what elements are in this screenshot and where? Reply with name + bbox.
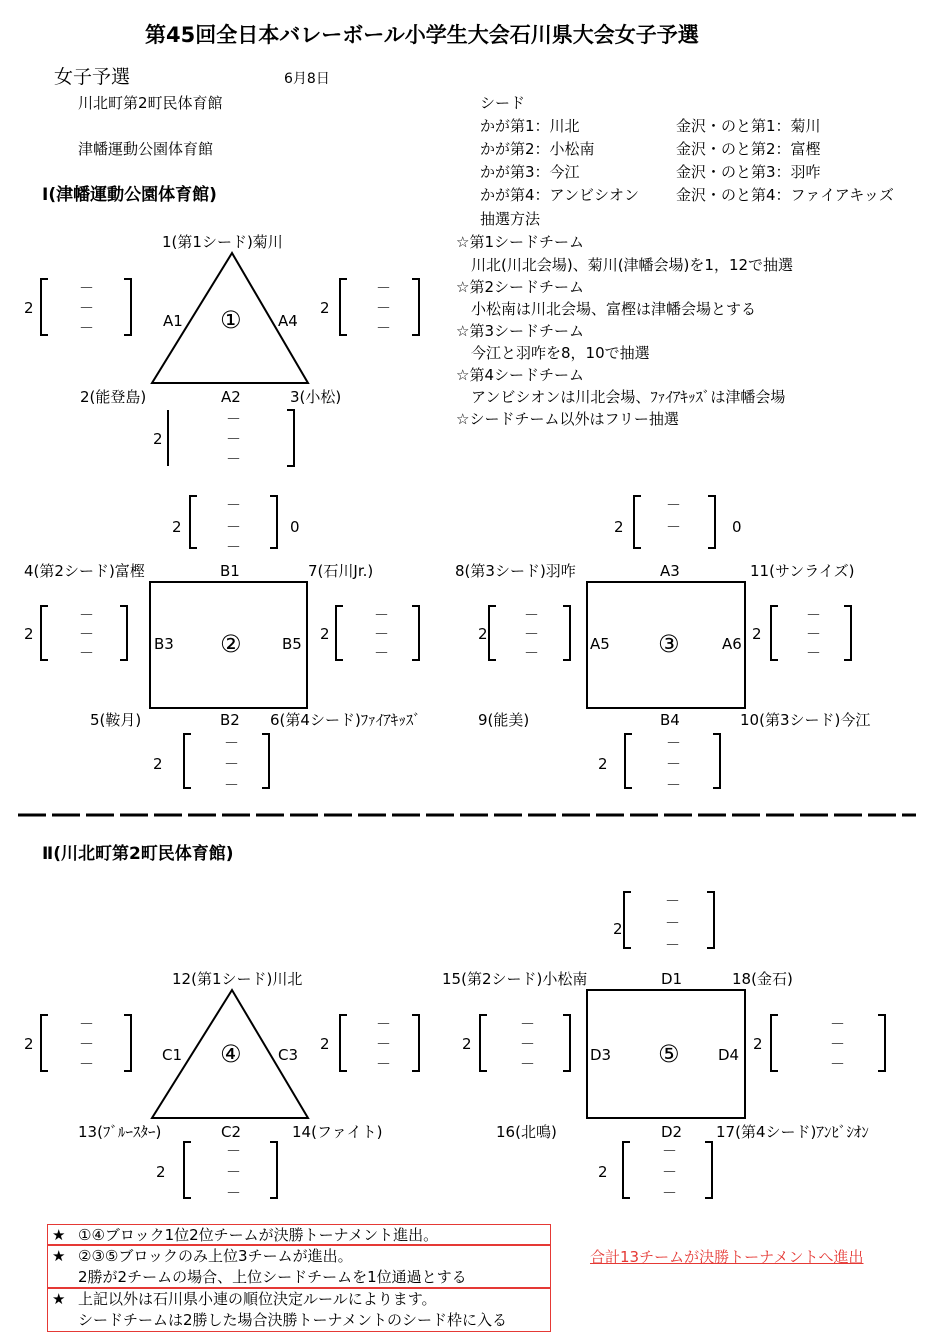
seed-left-2: かが第2：小松南 <box>480 140 595 158</box>
score-value: 2 <box>598 1163 608 1181</box>
b1-match-left: A1 <box>163 312 183 330</box>
note-star: ★ <box>52 1290 66 1308</box>
score-value: 2 <box>320 625 330 643</box>
score-dash: － <box>665 892 681 910</box>
score-value: 2 <box>598 755 608 773</box>
b3-match-left: A5 <box>590 635 610 653</box>
score-value: 2 <box>753 1035 763 1053</box>
score-dash: － <box>806 644 822 662</box>
score-dash: － <box>524 625 540 643</box>
score-dash: － <box>79 1035 95 1053</box>
score-value: 2 <box>172 518 182 536</box>
lottery-line: 川北(川北会場)、菊川(津幡会場)を1，12で抽選 <box>456 256 794 274</box>
b2-team-tr: 7(石川Jr.) <box>308 562 374 580</box>
b3-team-tr: 11(サンライズ) <box>750 562 855 580</box>
note-line: 2勝が2チームの場合、上位シードチームを1位通過とする <box>78 1268 467 1286</box>
score-dash: － <box>226 1184 242 1202</box>
b2-match-top: B1 <box>220 562 240 580</box>
header-date: 6月8日 <box>284 71 330 87</box>
score-dash: － <box>666 776 682 794</box>
score-dash: － <box>79 319 95 337</box>
score-dash: － <box>830 1055 846 1073</box>
total-teams-note: 合計13チームが決勝トーナメントへ進出 <box>590 1248 864 1266</box>
score-dash: － <box>374 625 390 643</box>
b3-match-bottom: B4 <box>660 711 680 729</box>
score-dash: － <box>226 496 242 514</box>
score-dash: － <box>79 644 95 662</box>
b4-team-top: 12(第1シード)川北 <box>172 970 303 988</box>
score-value: 2 <box>613 920 623 938</box>
score-dash: － <box>830 1015 846 1033</box>
seed-right-3: 金沢・のと第3：羽咋 <box>676 163 821 181</box>
b2-match-bottom: B2 <box>220 711 240 729</box>
seeds-heading: シード <box>480 94 526 112</box>
lottery-line: ☆第4シードチーム <box>456 366 584 384</box>
lottery-line: アンビシオンは川北会場、ﾌｧｲｱｷｯｽﾞは津幡会場 <box>456 388 786 406</box>
score-dash: － <box>662 1184 678 1202</box>
b5-team-br: 17(第4シード)ｱﾝﾋﾞｼｵﾝ <box>716 1123 869 1141</box>
note-star: ★ <box>52 1247 66 1265</box>
b3-team-bl: 9(能美) <box>478 711 530 729</box>
b4-team-br: 14(ファイト) <box>292 1123 383 1141</box>
score-value: 2 <box>156 1163 166 1181</box>
score-dash: － <box>666 734 682 752</box>
b2-match-left: B3 <box>154 635 174 653</box>
score-value: 2 <box>24 625 34 643</box>
score-dash: － <box>226 1163 242 1181</box>
score-dash: － <box>226 538 242 556</box>
b1-team-top: 1(第1シード)菊川 <box>162 233 283 251</box>
score-value: 2 <box>24 299 34 317</box>
b4-number: ④ <box>220 1040 242 1068</box>
b5-match-right: D4 <box>718 1046 740 1064</box>
section-1-heading: Ⅰ(津幡運動公園体育館) <box>42 185 217 205</box>
score-dash: － <box>376 279 392 297</box>
b1-team-br: 3(小松) <box>290 388 342 406</box>
score-value: 2 <box>153 755 163 773</box>
b1-team-bl: 2(能登島) <box>80 388 147 406</box>
lottery-line: 今江と羽咋を8，10で抽選 <box>456 344 650 362</box>
score-dash: － <box>662 1163 678 1181</box>
score-dash: － <box>524 644 540 662</box>
seed-right-4: 金沢・のと第4：ファイアキッズ <box>676 186 894 204</box>
score-dash: － <box>376 299 392 317</box>
score-dash: － <box>226 450 242 468</box>
lottery-line: 小松南は川北会場、富樫は津幡会場とする <box>456 300 757 318</box>
b3-match-right: A6 <box>722 635 742 653</box>
b5-match-bottom: D2 <box>661 1123 683 1141</box>
score-dash: － <box>376 1035 392 1053</box>
b5-team-tl: 15(第2シード)小松南 <box>442 970 588 988</box>
b3-team-br: 10(第3シード)今江 <box>740 711 871 729</box>
b1-number: ① <box>220 306 242 334</box>
score-dash: － <box>224 755 240 773</box>
b2-team-tl: 4(第2シード)富樫 <box>24 562 145 580</box>
score-dash: － <box>376 319 392 337</box>
b2-match-right: B5 <box>282 635 302 653</box>
b5-team-bl: 16(北鳴) <box>496 1123 557 1141</box>
lottery-heading: 抽選方法 <box>480 210 541 228</box>
score-value: 2 <box>153 430 163 448</box>
score-value: 2 <box>462 1035 472 1053</box>
score-dash: － <box>226 518 242 536</box>
b4-match-left: C1 <box>162 1046 183 1064</box>
venue-2: 津幡運動公園体育館 <box>78 140 214 158</box>
score-dash: － <box>830 1035 846 1053</box>
score-dash: － <box>79 1055 95 1073</box>
score-value: 0 <box>290 518 300 536</box>
seed-right-1: 金沢・のと第1：菊川 <box>676 117 821 135</box>
score-dash: － <box>666 755 682 773</box>
score-dash: － <box>226 1142 242 1160</box>
b4-match-bottom: C2 <box>221 1123 242 1141</box>
b1-match-right: A4 <box>278 312 298 330</box>
b4-team-bl: 13(ﾌﾞﾙｰｽﾀｰ) <box>78 1123 162 1141</box>
score-dash: － <box>520 1015 536 1033</box>
b5-match-left: D3 <box>590 1046 612 1064</box>
note-line: ①④ブロック1位2位チームが決勝トーナメント進出。 <box>78 1226 439 1244</box>
b2-team-br: 6(第4シード)ﾌｧｲｱｷｯｽﾞ <box>270 711 421 729</box>
lottery-line: ☆第2シードチーム <box>456 278 584 296</box>
b5-number: ⑤ <box>658 1040 680 1068</box>
b1-match-bottom: A2 <box>221 388 241 406</box>
score-dash: － <box>226 410 242 428</box>
score-dash: － <box>524 606 540 624</box>
score-dash: － <box>665 936 681 954</box>
b2-number: ② <box>220 630 242 658</box>
score-dash: － <box>224 734 240 752</box>
score-dash: － <box>666 518 682 536</box>
score-value: 2 <box>752 625 762 643</box>
score-value: 2 <box>24 1035 34 1053</box>
score-dash: － <box>226 430 242 448</box>
score-value: 2 <box>614 518 624 536</box>
score-dash: － <box>79 299 95 317</box>
score-dash: － <box>806 606 822 624</box>
b2-team-bl: 5(鞍月) <box>90 711 142 729</box>
score-dash: － <box>79 1015 95 1033</box>
venue-1: 川北町第2町民体育館 <box>78 94 223 112</box>
lottery-line: ☆第1シードチーム <box>456 233 584 251</box>
note-line: ②③⑤ブロックのみ上位3チームが進出。 <box>78 1247 353 1265</box>
lottery-line: ☆第3シードチーム <box>456 322 584 340</box>
score-dash: － <box>806 625 822 643</box>
score-dash: － <box>665 914 681 932</box>
score-dash: － <box>666 496 682 514</box>
b5-team-tr: 18(金石) <box>732 970 793 988</box>
seed-left-4: かが第4：アンビシオン <box>480 186 639 204</box>
score-dash: － <box>520 1035 536 1053</box>
score-dash: － <box>79 606 95 624</box>
section-2-heading: Ⅱ(川北町第2町民体育館) <box>42 844 234 864</box>
score-dash: － <box>376 1015 392 1033</box>
b5-match-top: D1 <box>661 970 683 988</box>
seed-left-1: かが第1：川北 <box>480 117 580 135</box>
header-label: 女子予選 <box>54 66 131 88</box>
score-dash: － <box>79 279 95 297</box>
score-dash: － <box>520 1055 536 1073</box>
score-value: 2 <box>320 299 330 317</box>
score-value: 2 <box>320 1035 330 1053</box>
score-dash: － <box>224 776 240 794</box>
b3-team-tl: 8(第3シード)羽咋 <box>455 562 576 580</box>
b3-number: ③ <box>658 630 680 658</box>
lottery-line: ☆シードチーム以外はフリー抽選 <box>456 410 679 428</box>
score-dash: － <box>376 1055 392 1073</box>
seed-right-2: 金沢・のと第2：富樫 <box>676 140 821 158</box>
score-dash: － <box>79 625 95 643</box>
score-dash: － <box>374 606 390 624</box>
score-dash: － <box>662 1142 678 1160</box>
note-star: ★ <box>52 1226 66 1244</box>
b3-match-top: A3 <box>660 562 680 580</box>
seed-left-3: かが第3：今江 <box>480 163 580 181</box>
note-line: シードチームは2勝した場合決勝トーナメントのシード枠に入る <box>78 1311 507 1329</box>
score-dash: － <box>374 644 390 662</box>
score-value: 0 <box>732 518 742 536</box>
b4-match-right: C3 <box>278 1046 299 1064</box>
page-title: 第45回全日本バレーボール小学生大会石川県大会女子予選 <box>145 23 699 47</box>
note-line: 上記以外は石川県小連の順位決定ルールによります。 <box>78 1290 437 1308</box>
score-value: 2 <box>478 625 488 643</box>
